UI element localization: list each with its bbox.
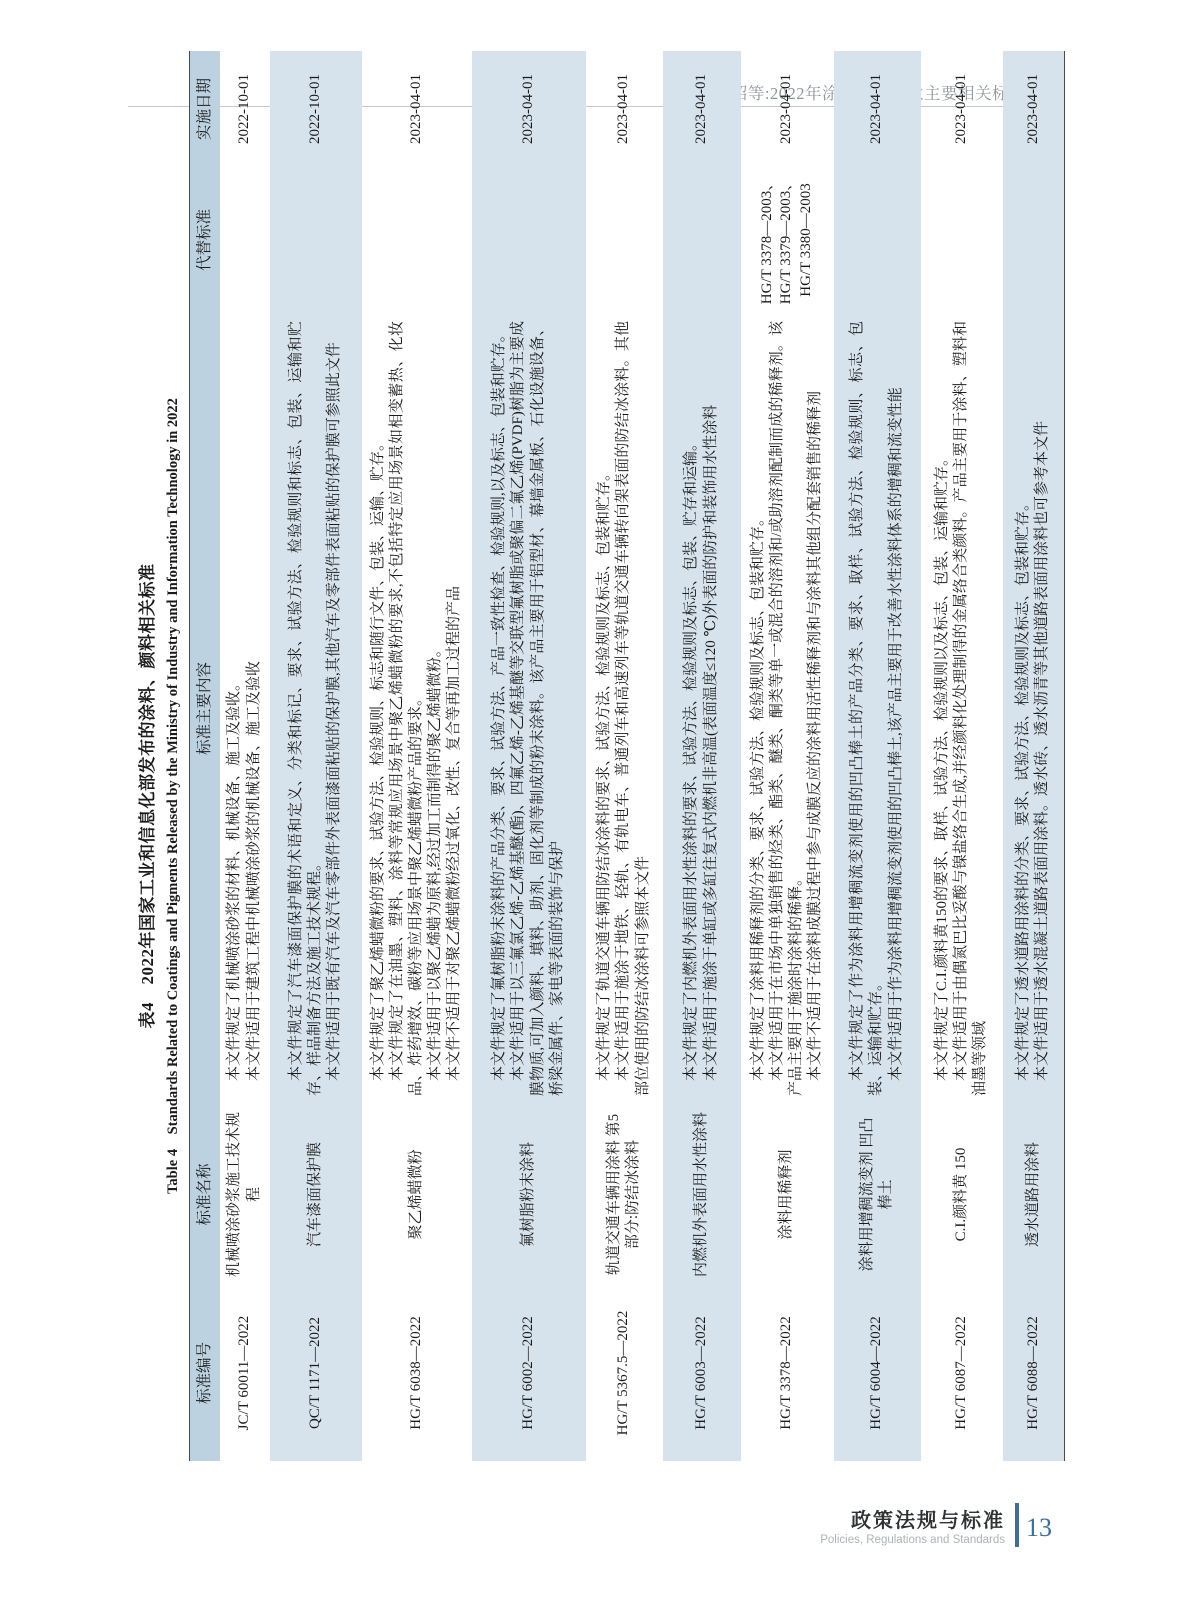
cell-content — [1003, 313, 1065, 1104]
cell-code: QC/T 1171—2022 — [270, 1285, 362, 1461]
cell-replaced — [834, 167, 921, 313]
content-paragraph: 本文件规定了透水道路用涂料的分类、要求、试验方法、检验规则及标志、包装和贮存。 — [1015, 495, 1032, 1081]
cell-name: 机械喷涂砂浆施工技术规程 — [226, 1111, 262, 1277]
table-title-cn: 表4 2022年国家工业和信息化部发布的涂料、颜料相关标准 — [138, 563, 157, 1029]
cell-date: 2023-04-01 — [1003, 51, 1065, 167]
col-header-replaced: 代替标准 — [195, 209, 213, 272]
cell-replaced — [663, 167, 741, 313]
cell-date: 2022-10-01 — [270, 51, 362, 167]
cell-date: 2023-04-01 — [778, 74, 795, 144]
cell-replaced: HG/T 3378—2003、HG/T 3379—2003、HG/T 3380—2003 — [759, 175, 814, 305]
cell-name: 轨道交通车辆用涂料 第5部分:防结冰涂料 — [605, 1113, 641, 1276]
content-paragraph: 本文件适用于以三氟氯乙烯-乙烯基醚(酯)、四氟乙烯-乙烯基醚等交联型氟树脂或聚偏二氟乙烯(PVDF)树脂为主要成膜物质,可加入颜料、填料、助剂、固化剂等制成的粉末涂料。该产品主要用于铝型材、幕墙金属板、石化设施设备、桥梁金属件、家电等表面的装饰与保护 — [510, 321, 565, 1096]
cell-code: HG/T 6038—2022 — [407, 1316, 424, 1430]
content-paragraph: 本文件不适用于对聚乙烯蜡微粉经过氧化、改性、复合等再加工过程的产品 — [446, 585, 463, 1081]
content-paragraph: 本文件不适用于在涂料成膜过程中参与成膜反应的涂料用活性稀释剂和与涂料其他组分配套销售的稀释剂 — [807, 390, 824, 1081]
content-paragraph: 本文件规定了汽车漆面保护膜的术语和定义、分类和标记、要求、试验方法、检验规则和标志、包装、运输和贮存、样品制备方法及施工技术规程。 — [287, 321, 323, 1096]
cell-name: 涂料用稀释剂 — [778, 1149, 795, 1240]
content-paragraph: 本文件适用于作为涂料用增稠流变剂使用的凹凸棒土,该产品主要用于改善水性涂料体系的增稠和流变性能 — [887, 387, 904, 1081]
cell-content — [472, 313, 586, 1104]
content-paragraph: 本文件适用于施涂于单缸或多缸往复式内燃机非高温(表面温度≤120 ℃)外表面的防护和装饰用水性涂料 — [702, 404, 719, 1081]
content-paragraph: 本文件规定了机械喷涂砂浆的材料、机械设备、施工及验收。 — [226, 675, 243, 1081]
col-header-date: 实施日期 — [195, 78, 213, 141]
footer-section-en: Policies, Regulations and Standards — [820, 1534, 1005, 1546]
content-paragraph: 本文件规定了轨道交通车辆用防结冰涂料的要求、试验方法、检验规则及标志、包装和贮存。 — [596, 465, 613, 1081]
cell-name: 聚乙烯蜡微粉 — [407, 1149, 424, 1240]
rotated-table-block — [133, 74, 1063, 1461]
cell-content — [921, 313, 1003, 1104]
content-paragraph: 本文件规定了涂料用稀释剂的分类、要求、试验方法、检验规则及标志、包装和贮存。 — [749, 510, 766, 1081]
cell-content — [834, 313, 921, 1104]
content-paragraph: 本文件适用于既有汽车及汽车零部件外表面漆面粘贴的保护膜,其他汽车及零部件表面粘贴的保护膜可参照此文件 — [326, 342, 343, 1081]
cell-code: HG/T 6088—2022 — [1003, 1285, 1065, 1461]
cell-date: 2022-10-01 — [235, 74, 252, 144]
table-header-row — [190, 51, 220, 1461]
table-row — [663, 51, 741, 1461]
cell-date: 2023-04-01 — [952, 74, 969, 144]
cell-content — [663, 313, 741, 1104]
cell-name: C.I.颜料黄 150 — [952, 1147, 969, 1242]
content-paragraph: 本文件适用于透水混凝土道路表面用涂料。透水砖、透水沥青等其他道路表面用涂料也可参考本文件 — [1034, 420, 1051, 1081]
cell-name: 内燃机外表面用水性涂料 — [663, 1104, 741, 1285]
cell-replaced — [220, 167, 270, 313]
cell-replaced — [1003, 167, 1065, 313]
col-header-name: 标准名称 — [195, 1163, 213, 1226]
col-header-code: 标准编号 — [195, 1342, 213, 1405]
cell-date: 2023-04-01 — [615, 74, 632, 144]
cell-replaced — [362, 167, 472, 313]
content-paragraph: 本文件适用于建筑工程中机械喷涂砂浆的机械设备、施工及验收 — [245, 660, 262, 1081]
table-row — [270, 51, 362, 1461]
cell-name: 氟树脂粉末涂料 — [472, 1104, 586, 1285]
cell-replaced — [586, 167, 663, 313]
content-paragraph: 本文件规定了内燃机外表面用水性涂料的要求、试验方法、检验规则及标志、包装、贮存和运输。 — [683, 435, 700, 1081]
cell-content — [586, 313, 663, 1104]
footer-section-cn: 政策法规与标准 — [851, 1510, 1005, 1532]
table-row — [362, 51, 472, 1461]
cell-code: HG/T 6087—2022 — [952, 1316, 969, 1430]
table-row — [921, 51, 1003, 1461]
cell-content — [270, 313, 362, 1104]
content-paragraph: 本文件规定了氟树脂粉末涂料的产品分类、要求、试验方法、产品一致性检查、检验规则,以及标志、包装和贮存。 — [491, 327, 508, 1081]
table-row — [834, 51, 921, 1461]
table-row — [586, 51, 663, 1461]
table-row — [220, 51, 270, 1461]
cell-code: HG/T 3378—2022 — [778, 1316, 795, 1430]
table-row — [472, 51, 586, 1461]
cell-date: 2023-04-01 — [663, 51, 741, 167]
table-row — [1003, 51, 1065, 1461]
col-header-content: 标准主要内容 — [195, 662, 213, 756]
cell-replaced — [921, 167, 1003, 313]
content-paragraph: 本文件适用于由偶氮巴比妥酸与镍盐络合生成,并经颜料化处理制得的金属络合类颜料。产品主要用于涂料、塑料和油墨等领域 — [952, 321, 989, 1096]
content-paragraph: 本文件适用于施涂于地铁、轻轨、有轨电车、普通列车和高速列车等轨道交通车辆转向架表面的防结冰涂料。其他部位使用的防结冰涂料可参照本文件 — [615, 321, 651, 1096]
cell-content — [741, 313, 834, 1104]
cell-content — [220, 313, 270, 1104]
table-row — [741, 51, 834, 1461]
page-number: 13 — [1026, 1513, 1052, 1542]
cell-code: HG/T 6002—2022 — [472, 1285, 586, 1461]
content-paragraph: 本文件规定了C.I.颜料黄150的要求、取样、试验方法、检验规则以及标志、包装、运输和贮存。 — [933, 450, 950, 1081]
footer-section — [820, 1504, 1005, 1546]
cell-name: 涂料用增稠流变剂 凹凸棒土 — [834, 1104, 921, 1285]
content-paragraph: 本文件适用于在市场中单独销售的烃类、酯类、醚类、酮类等单一或混合的溶剂和/或助溶剂配制而成的稀释剂。该产品主要用于施涂时涂料的稀释。 — [768, 321, 804, 1096]
cell-code: HG/T 5367.5—2022 — [615, 1310, 632, 1436]
cell-date: 2023-04-01 — [472, 51, 586, 167]
cell-content — [362, 313, 472, 1104]
content-paragraph: 本文件规定了聚乙烯蜡微粉的要求、试验方法、检验规则、标志和随行文件、包装、运输、贮存。 — [369, 435, 386, 1081]
cell-replaced — [270, 167, 362, 313]
standards-table — [189, 51, 1065, 1461]
content-paragraph: 本文件规定了在油墨、塑料、涂料等常规应用场景中聚乙烯蜡微粉的要求,不包括特定应用场景如相变蓄热、化妆品、炸药增效、碳粉等应用场景中聚乙烯蜡微粉产品的要求。 — [388, 321, 424, 1096]
table-title-en: Table 4 Standards Related to Coatings and Pigments Released by the Ministry of Industry and Information Technology in 2022 — [165, 398, 181, 1194]
page-footer — [820, 1503, 1052, 1547]
cell-replaced — [472, 167, 586, 313]
cell-name: 透水道路用涂料 — [1003, 1104, 1065, 1285]
cell-code: JC/T 60011—2022 — [235, 1315, 252, 1431]
cell-code: HG/T 6003—2022 — [663, 1285, 741, 1461]
footer-accent-bar — [1015, 1503, 1019, 1547]
content-paragraph: 本文件适用于以聚乙烯蜡为原料,经过加工而制得的聚乙烯蜡微粉。 — [427, 642, 444, 1081]
cell-name: 汽车漆面保护膜 — [270, 1104, 362, 1285]
cell-code: HG/T 6004—2022 — [834, 1285, 921, 1461]
content-paragraph: 本文件规定了作为涂料用增稠流变剂使用的凹凸棒土的产品分类、要求、取样、试验方法、检验规则、标志、包装、运输和贮存。 — [849, 321, 885, 1096]
cell-date: 2023-04-01 — [407, 74, 424, 144]
cell-date: 2023-04-01 — [834, 51, 921, 167]
